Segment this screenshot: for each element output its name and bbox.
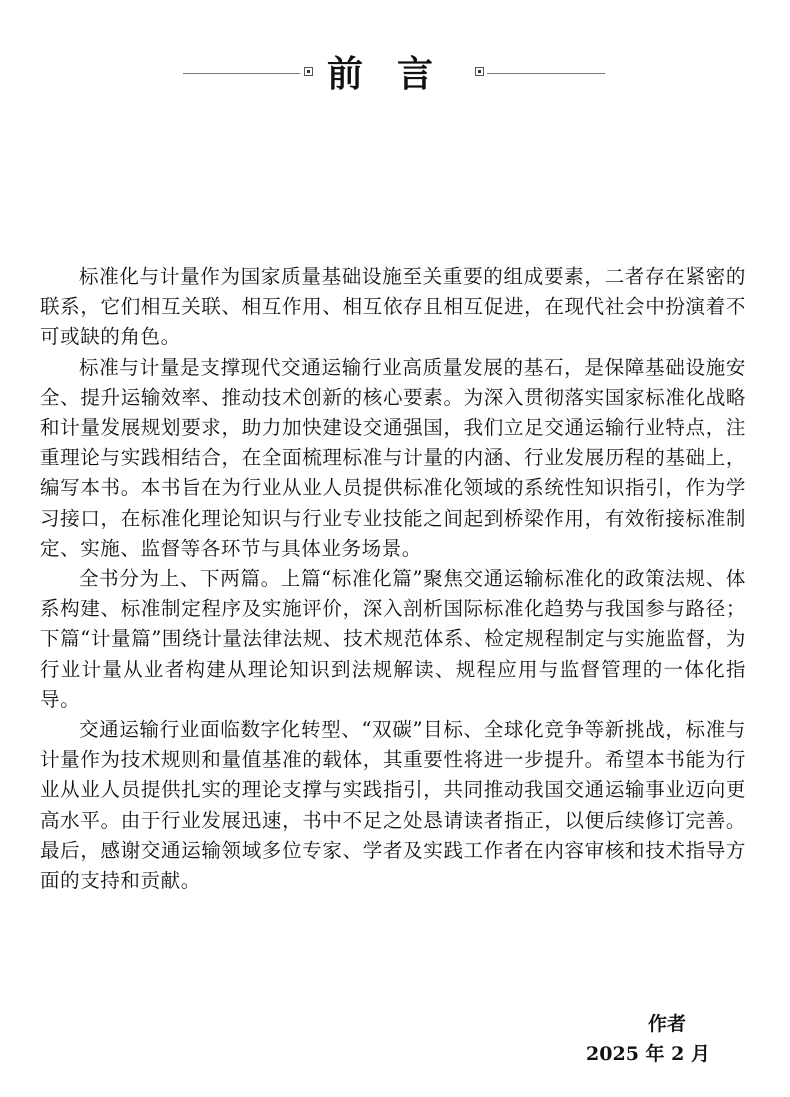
signature-block [570, 1013, 710, 1087]
square-ornament-icon [475, 67, 484, 76]
page-header [0, 52, 790, 96]
page-title: 前言 [327, 53, 468, 95]
paragraph: 标准与计量是支撑现代交通运输行业高质量发展的基石，是保障基础设施安全、提升运输效率、推动技术创新的核心要素。为深入贯彻落实国家标准化战略和计量发展规划要求，助力加快建设交通强国，我们立足交通运输行业特点，注重理论与实践相结合，在全面梳理标准与计量的内涵、行业发展历程的基础上，编写本书。本书旨在为行业从业人员提供标准化领域的系统性知识指引，作为学习接口，在标准化理论知识与行业专业技能之间起到桥梁作用，有效衔接标准制定、实施、监督等各环节与具体业务场景。 [40, 355, 746, 560]
paragraph: 标准化与计量作为国家质量基础设施至关重要的组成要素，二者存在紧密的联系，它们相互关联、相互作用、相互依存且相互促进，在现代社会中扮演着不可或缺的角色。 [40, 265, 746, 349]
paragraph: 交通运输行业面临数字化转型、“双碳”目标、全球化竞争等新挑战，标准与计量作为技术规则和量值基准的载体，其重要性将进一步提升。希望本书能为行业从业人员提供扎实的理论支撑与实践指引，共同推动我国交通运输事业迈向更高水平。由于行业发展迅速，书中不足之处恳请读者指正，以便后续修订完善。最后，感谢交通运输领域多位专家、学者及实践工作者在内容审核和技术指导方面的支持和贡献。 [40, 718, 746, 893]
signature-date: 2025 年 2 月 [586, 1043, 710, 1065]
paragraph: 全书分为上、下两篇。上篇“标准化篇”聚焦交通运输标准化的政策法规、体系构建、标准制定程序及实施评价，深入剖析国际标准化趋势与我国参与路径；下篇“计量篇”围绕计量法律法规、技术规范体系、检定规程制定与实施监督，为行业计量从业者构建从理论知识到法规解读、规程应用与监督管理的一体化指导。 [40, 567, 746, 711]
header-rule-left [183, 73, 300, 74]
signature-author: 作者 [647, 1013, 686, 1035]
square-ornament-icon [304, 67, 313, 76]
preface-body [40, 262, 746, 896]
header-rule-right [487, 73, 605, 74]
